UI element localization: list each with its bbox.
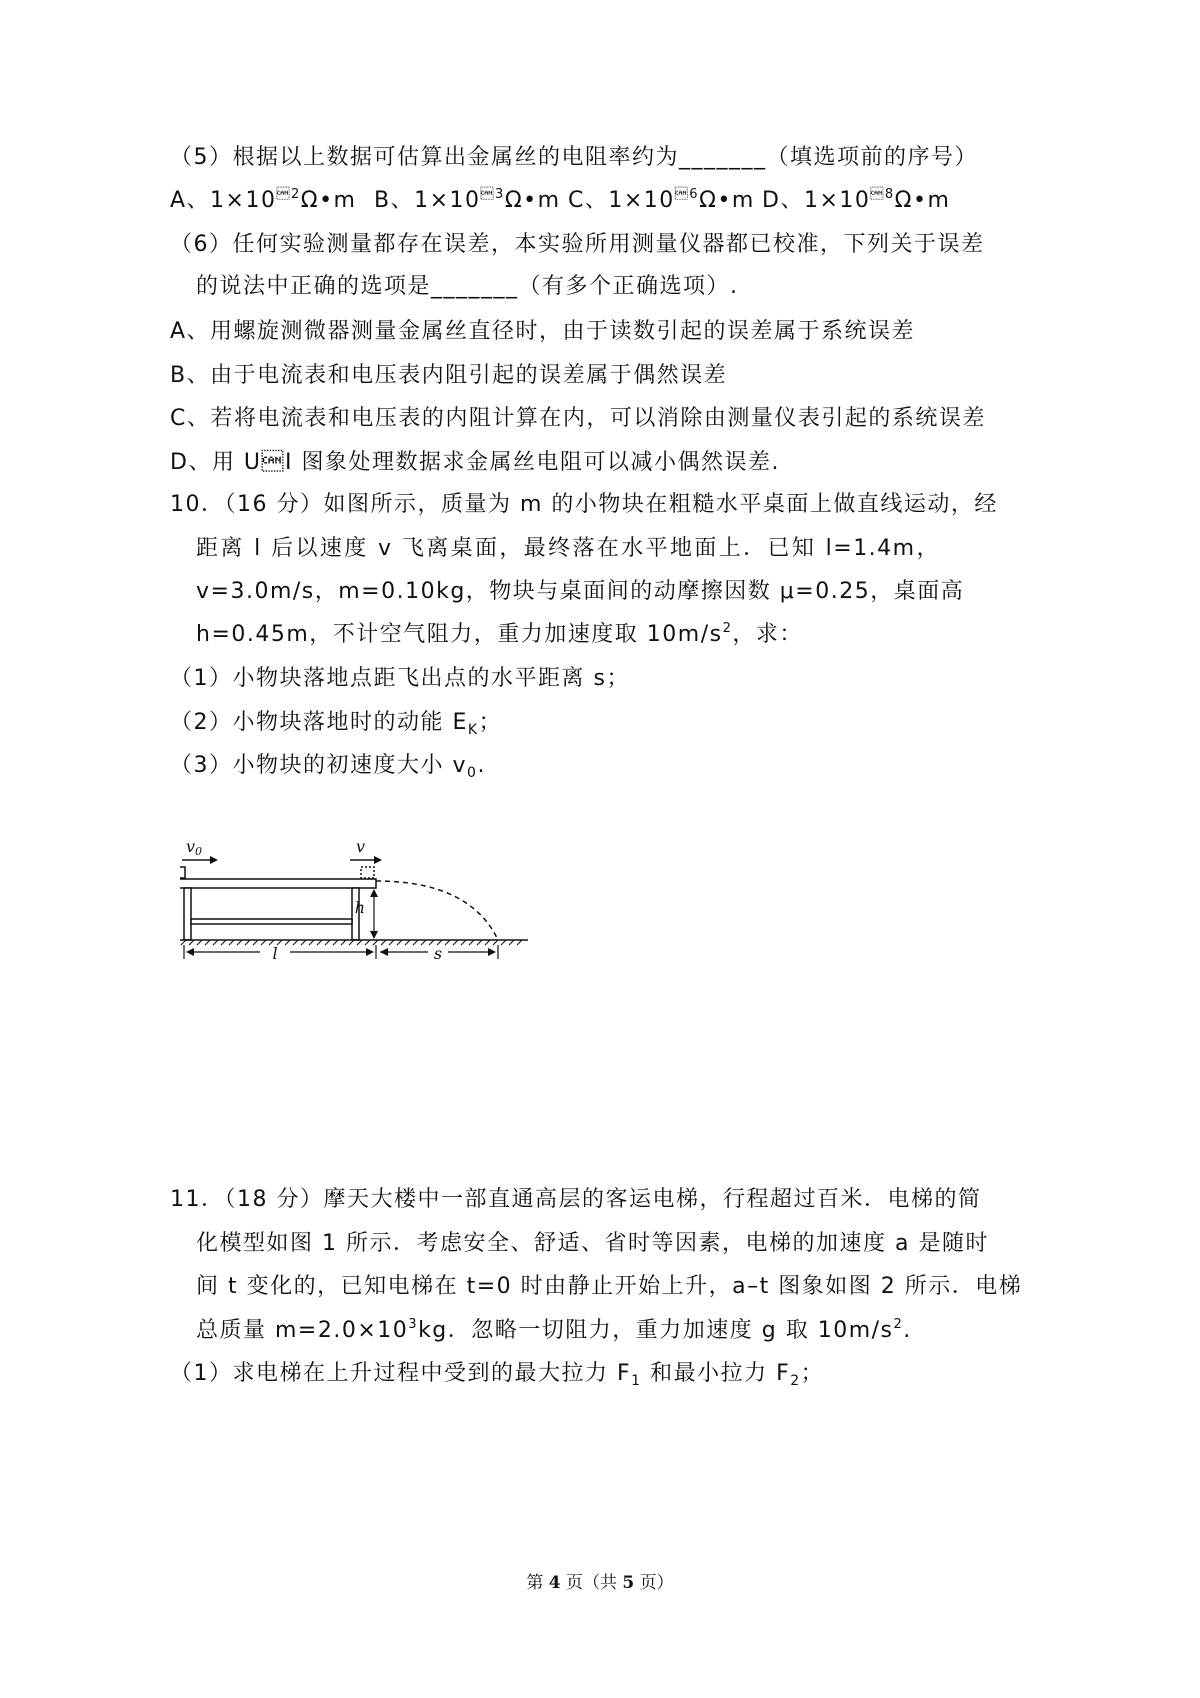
trajectory: [376, 881, 498, 940]
q10-sub3: （3）小物块的初速度大小 $v_0$.: [170, 753, 486, 781]
table-crossbar: [191, 919, 352, 924]
l-label: l: [272, 944, 278, 963]
q11-sub1: （1）求电梯在上升过程中受到的最大拉力 $F_1$ 和最小拉力 $F_2$；: [170, 1361, 825, 1389]
v-label: v: [356, 837, 366, 856]
block-at-edge: [361, 867, 374, 878]
q11-line1: 11．（18 分）摩天大楼中一部直通高层的客运电梯，行程超过百米．电梯的简: [170, 1187, 982, 1212]
page-total: 5: [622, 1573, 635, 1593]
q10-sub2: （2）小物块落地时的动能 $E_K$；: [170, 710, 503, 738]
q10-line1: 10．（16 分）如图所示，质量为 m 的小物块在粗糙水平桌面上做直线运动，经: [170, 492, 998, 517]
q9-option-c: C、$1\times 10^{6}\Omega•m$: [568, 187, 755, 213]
block: [180, 867, 185, 878]
q9-option-a: A、$1\times 10^{2}\Omega•m$: [170, 187, 357, 213]
s-label: s: [433, 944, 443, 963]
q9-part6-option-d: D、用 UI 图象处理数据求金属丝电阻可以减小偶然误差.: [170, 450, 781, 475]
q11-line3: 间 t 变化的，已知电梯在 t=0 时由静止开始上升，a–t 图象如图 2 所示．电梯: [196, 1274, 1023, 1299]
q9-option-d: D、$1\times 10^{8}\Omega•m$: [762, 187, 951, 213]
l-dimension: [184, 945, 376, 959]
table-top: [180, 879, 376, 888]
table-projectile-diagram: [180, 835, 540, 970]
q9-part6-option-a: A、用螺旋测微器测量金属丝直径时，由于读数引起的误差属于系统误差: [170, 319, 916, 344]
h-label: h: [354, 898, 365, 917]
v0-label: v0: [186, 837, 203, 858]
q9-part5: （5）根据以上数据可估算出金属丝的电阻率约为_______（填选项前的序号）: [170, 145, 978, 170]
ground: [180, 940, 528, 945]
q10-sub1: （1）小物块落地点距飞出点的水平距离 s；: [170, 666, 630, 691]
page-footer: 第 4 页（共 5 页）: [526, 1573, 674, 1593]
q9-part6-option-c: C、若将电流表和电压表的内阻计算在内，可以消除由测量仪表引起的系统误差: [170, 406, 986, 431]
q10-line2: 距离 l 后以速度 v 飞离桌面，最终落在水平地面上．已知 l=1.4m，: [196, 536, 940, 561]
table-leg-left: [184, 888, 191, 940]
q10-line4: h=0.45m，不计空气阻力，重力加速度取 $10m/s^2$，求：: [196, 621, 803, 647]
q9-part6-line1: （6）任何实验测量都存在误差，本实验所用测量仪器都已校准，下列关于误差: [170, 232, 985, 257]
q9-part6-line2: 的说法中正确的选项是_______（有多个正确选项）.: [196, 274, 739, 299]
page-number: 4: [548, 1573, 561, 1593]
q9-part6-option-b: B、由于电流表和电压表内阻引起的误差属于偶然误差: [170, 363, 728, 388]
q10-line3: v=3.0m/s，m=0.10kg，物块与桌面间的动摩擦因数 μ=0.25，桌面高: [196, 579, 965, 604]
q11-line4: 总质量 $m=2.0\times 10^3kg$．忽略一切阻力，重力加速度 g 取 $10m/s^2$.: [196, 1317, 912, 1343]
q9-option-b: B、$1\times 10^{3}\Omega•m$: [374, 187, 561, 213]
height-dimension: [370, 889, 378, 939]
q11-line2: 化模型如图 1 所示．考虑安全、舒适、省时等因素，电梯的加速度 a 是随时: [196, 1231, 989, 1256]
v-arrow: [350, 856, 382, 864]
